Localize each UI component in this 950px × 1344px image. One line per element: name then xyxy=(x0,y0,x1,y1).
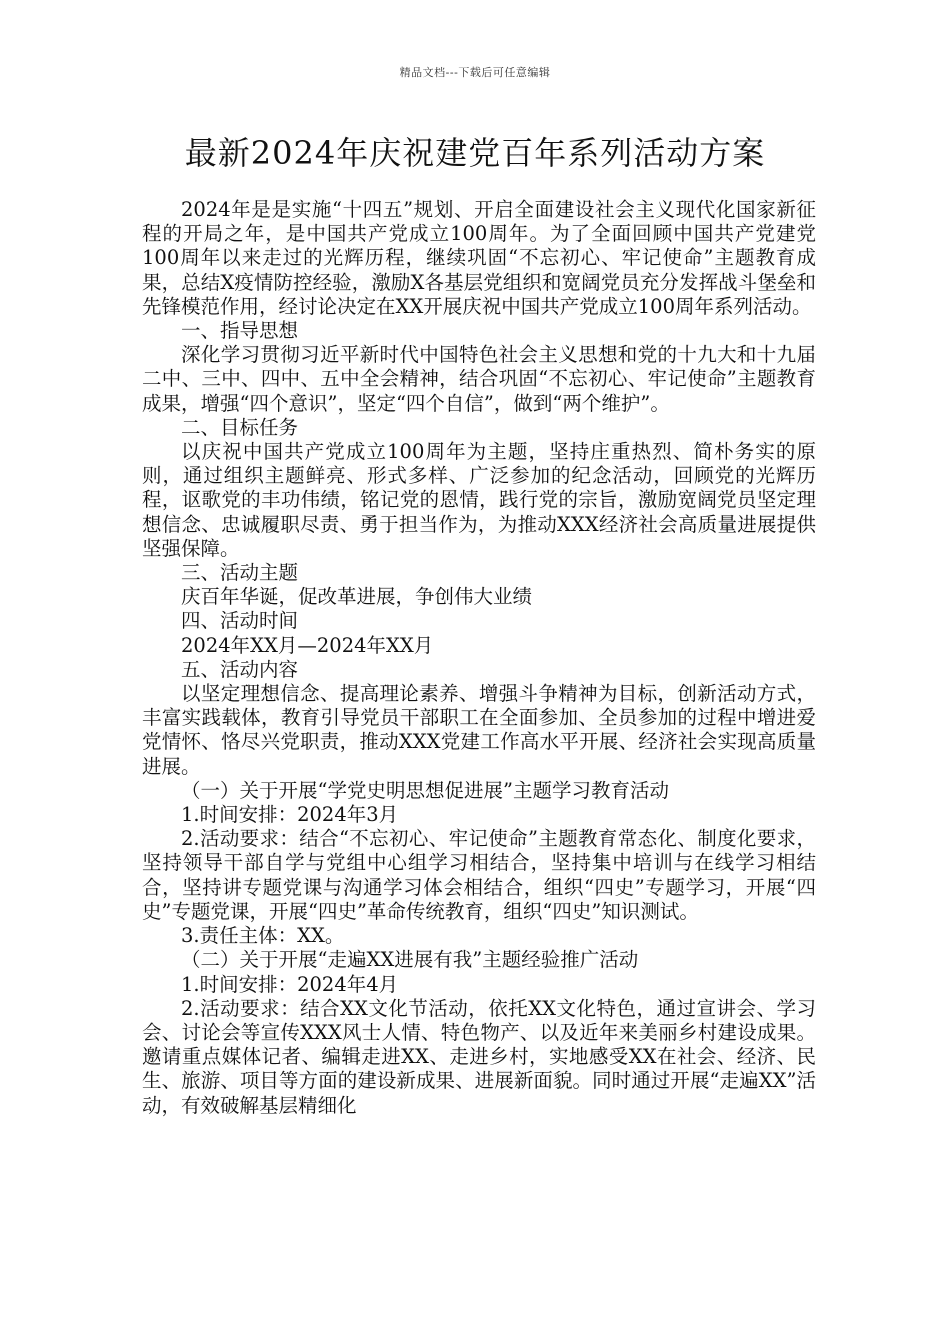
subsection-2-time: 1.时间安排：2024年4月 xyxy=(181,972,399,996)
document-body xyxy=(142,198,816,1118)
document-title: 最新2024年庆祝建党百年系列活动方案 xyxy=(184,134,766,172)
goals-paragraph: 以庆祝中国共产党成立100周年为主题，坚持庄重热烈、简朴务实的原则，通过组织主题鲜亮、形式多样、广泛参加的纪念活动，回顾党的光辉历程，讴歌党的丰功伟绩，铭记党的恩情，践行党的宗旨，激励宽阔党员坚定理想信念、忠诚履职尽责、勇于担当作为，为推动XXX经济社会高质量进展提供坚强保障。 xyxy=(142,440,816,560)
intro-paragraph: 2024年是是实施“十四五”规划、开启全面建设社会主义现代化国家新征程的开局之年，是中国共产党成立100周年。为了全面回顾中国共产党建党100周年以来走过的光辉历程，继续巩固“不忘初心、牢记使命”主题教育成果，总结X疫情防控经验，激励X各基层党组织和宽阔党员充分发挥战斗堡垒和先锋模范作用，经讨论决定在XX开展庆祝中国共产党成立100周年系列活动。 xyxy=(142,198,816,318)
subsection-heading-2: （二）关于开展“走遍XX进展有我”主题经验推广活动 xyxy=(181,948,639,972)
time-paragraph: 2024年XX月—2024年XX月 xyxy=(181,633,434,657)
subsection-1-requirements: 2.活动要求：结合“不忘初心、牢记使命”主题教育常态化、制度化要求，坚持领导干部自学与党组中心组学习相结合，坚持集中培训与在线学习相结合，坚持讲专题党课与沟通学习体会相结合，组织“四史”专题学习，开展“四史”专题党课，开展“四史”革命传统教育，组织“四史”知识测试。 xyxy=(142,827,816,923)
section-heading-content: 五、活动内容 xyxy=(181,657,299,681)
subsection-2-requirements: 2.活动要求：结合XX文化节活动，依托XX文化特色，通过宣讲会、学习会、讨论会等宣传XXX风士人情、特色物产、以及近年来美丽乡村建设成果。邀请重点媒体记者、编辑走进XX、走进乡村，实地感受XX在社会、经济、民生、旅游、项目等方面的建设新成果、进展新面貌。同时通过开展“走遍XX”活动，有效破解基层精细化 xyxy=(142,996,816,1117)
subsection-1-time: 1.时间安排：2024年3月 xyxy=(181,803,399,827)
section-heading-guiding-ideology: 一、指导思想 xyxy=(181,319,299,343)
theme-paragraph: 庆百年华诞，促改革进展，争创伟大业绩 xyxy=(181,585,533,609)
subsection-1-responsible: 3.责任主体：XX。 xyxy=(181,924,345,948)
section-heading-theme: 三、活动主题 xyxy=(181,561,299,585)
section-heading-time: 四、活动时间 xyxy=(181,609,299,633)
subsection-heading-1: （一）关于开展“学党史明思想促进展”主题学习教育活动 xyxy=(181,778,669,802)
header-note: 精品文档---下载后可任意编辑 xyxy=(399,66,551,79)
section-heading-goals: 二、目标任务 xyxy=(181,415,299,439)
guiding-ideology-paragraph: 深化学习贯彻习近平新时代中国特色社会主义思想和党的十九大和十九届二中、三中、四中、五中全会精神，结合巩固“不忘初心、牢记使命”主题教育成果，增强“四个意识”，坚定“四个自信”，做到“两个维护”。 xyxy=(142,343,816,415)
content-paragraph: 以坚定理想信念、提高理论素养、增强斗争精神为目标，创新活动方式，丰富实践载体，教育引导党员干部职工在全面参加、全员参加的过程中增进爱党情怀、恪尽兴党职责，推动XXX党建工作高水平开展、经济社会实现高质量进展。 xyxy=(142,682,816,778)
